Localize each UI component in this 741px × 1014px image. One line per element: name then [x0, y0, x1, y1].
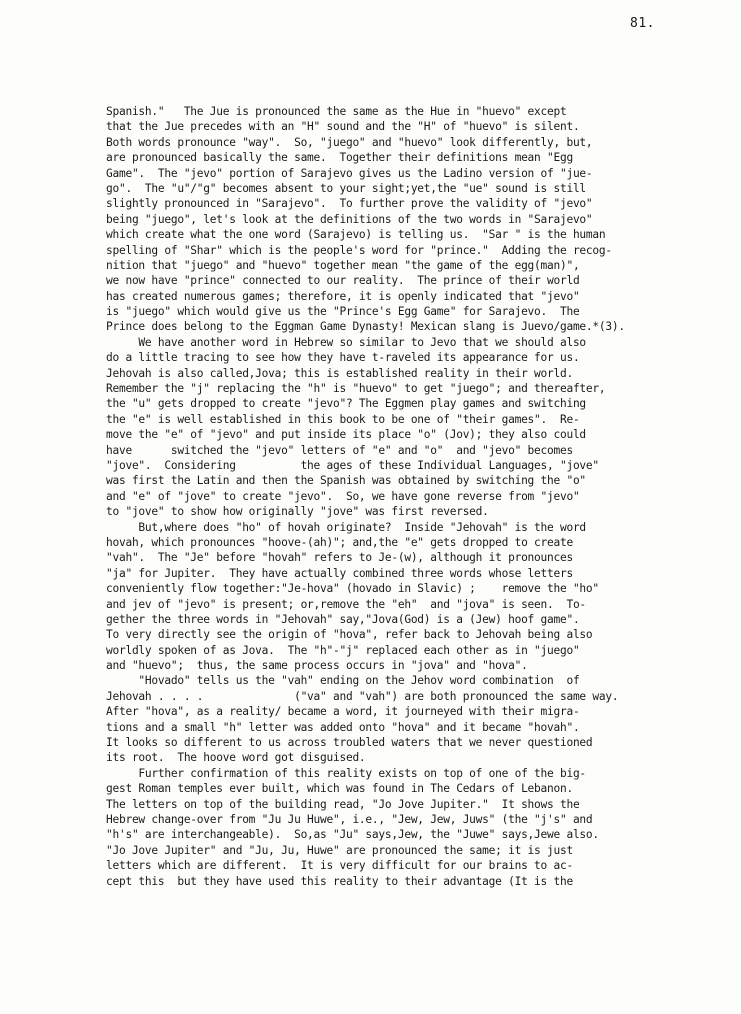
text-line: move the "e" of "jevo" and put inside its place "o" (Jov); they also could	[106, 428, 586, 442]
text-line: worldly spoken of as Jova. The "h"-"j" replaced each other as in "juego"	[106, 643, 580, 657]
text-line: It looks so different to us across troubled waters that we never questioned	[106, 736, 593, 750]
text-line: conveniently flow together:"Je-hova" (hovado in Slavic) ; remove the "ho"	[106, 582, 599, 596]
text-line: has created numerous games; therefore, it is openly indicated that "jevo"	[106, 289, 580, 303]
text-line: Jehovah . . . . ("va" and "vah") are both pronounced the same way.	[106, 689, 619, 703]
text-line: Further confirmation of this reality exists on top of one of the big-	[106, 766, 586, 780]
text-line: The letters on top of the building read, "Jo Jove Jupiter." It shows the	[106, 797, 580, 811]
text-line: But,where does "ho" of hovah originate? Inside "Jehovah" is the word	[106, 520, 586, 534]
text-line: was first the Latin and then the Spanish was obtained by switching the "o"	[106, 474, 586, 488]
text-line: being "juego", let's look at the definitions of the two words in "Sarajevo"	[106, 212, 593, 226]
text-line: go". The "u"/"g" becomes absent to your sight;yet,the "ue" sound is still	[106, 181, 586, 195]
text-line: cept this but they have used this reality to their advantage (It is the	[106, 874, 573, 888]
text-line: Spanish." The Jue is pronounced the same as the Hue in "huevo" except	[106, 105, 567, 118]
text-line: To very directly see the origin of "hova", refer back to Jehovah being also	[106, 628, 593, 642]
text-line: After "hova", as a reality/ became a word, it journeyed with their migra-	[106, 705, 580, 719]
text-line: Both words pronounce "way". So, "juego" and "huevo" look differently, but,	[106, 135, 593, 149]
text-line: and jev of "jevo" is present; or,remove the "eh" and "jova" is seen. To-	[106, 597, 586, 611]
text-line: "Hovado" tells us the "vah" ending on the Jehov word combination of	[106, 674, 580, 688]
text-line: "jove". Considering the ages of these Individual Languages, "jove"	[106, 458, 599, 472]
text-line: we now have "prince" connected to our reality. The prince of their world	[106, 274, 580, 288]
text-line: hovah, which pronounces "hoove-(ah)"; and,the "e" gets dropped to create	[106, 535, 573, 549]
text-line: We have another word in Hebrew so similar to Jevo that we should also	[106, 335, 586, 349]
body-text	[106, 104, 696, 889]
text-line: its root. The hoove word got disguised.	[106, 751, 366, 765]
text-line: "h's" are interchangeable). So,as "Ju" says,Jew, the "Juwe" says,Jewe also.	[106, 828, 599, 842]
text-line: and "e" of "jove" to create "jevo". So, we have gone reverse from "jevo"	[106, 489, 580, 503]
text-line: "vah". The "Je" before "hovah" refers to Je-(w), although it pronounces	[106, 551, 573, 565]
text-line: to "jove" to show how originally "jove" was first reversed.	[106, 505, 489, 519]
text-line: that the Jue precedes with an "H" sound and the "H" of "huevo" is silent.	[106, 120, 580, 134]
text-line: the "u" gets dropped to create "jevo"? The Eggmen play games and switching	[106, 397, 586, 411]
text-line: Remember the "j" replacing the "h" is "huevo" to get "juego"; and thereafter,	[106, 382, 606, 396]
text-line: do a little tracing to see how they have t-raveled its appearance for us.	[106, 351, 580, 365]
text-line: Game". The "jevo" portion of Sarajevo gives us the Ladino version of "jue-	[106, 166, 593, 180]
text-line: are pronounced basically the same. Together their definitions mean "Egg	[106, 151, 573, 165]
text-line: which create what the one word (Sarajevo) is telling us. "Sar " is the human	[106, 228, 606, 242]
text-line: Hebrew change-over from "Ju Ju Huwe", i.e., "Jew, Jew, Juws" (the "j's" and	[106, 812, 593, 826]
text-line: nition that "juego" and "huevo" together mean "the game of the egg(man)",	[106, 258, 580, 272]
text-line: is "juego" which would give us the "Prince's Egg Game" for Sarajevo. The	[106, 305, 580, 319]
text-line: letters which are different. It is very difficult for our brains to ac-	[106, 859, 573, 873]
text-line: the "e" is well established in this book to be one of "their games". Re-	[106, 412, 580, 426]
text-line: "ja" for Jupiter. They have actually combined three words whose letters	[106, 566, 573, 580]
text-line: Jehovah is also called,Jova; this is established reality in their world.	[106, 366, 573, 380]
text-line: slightly pronounced in "Sarajevo". To further prove the validity of "jevo"	[106, 197, 593, 211]
text-line: and "huevo"; thus, the same process occurs in "jova" and "hova".	[106, 659, 528, 673]
text-line: gether the three words in "Jehovah" say,"Jova(God) is a (Jew) hoof game".	[106, 612, 580, 626]
page-number: 81.	[630, 16, 655, 31]
text-line: have switched the "jevo" letters of "e" and "o" and "jevo" becomes	[106, 443, 573, 457]
text-line: gest Roman temples ever built, which was found in The Cedars of Lebanon.	[106, 782, 573, 796]
text-line: "Jo Jove Jupiter" and "Ju, Ju, Huwe" are pronounced the same; it is just	[106, 843, 573, 857]
text-line: tions and a small "h" letter was added onto "hova" and it became "hovah".	[106, 720, 580, 734]
text-line: spelling of "Shar" which is the people's word for "prince." Adding the recog-	[106, 243, 612, 257]
text-line: Prince does belong to the Eggman Game Dynasty! Mexican slang is Juevo/game.*(3).	[106, 320, 625, 334]
